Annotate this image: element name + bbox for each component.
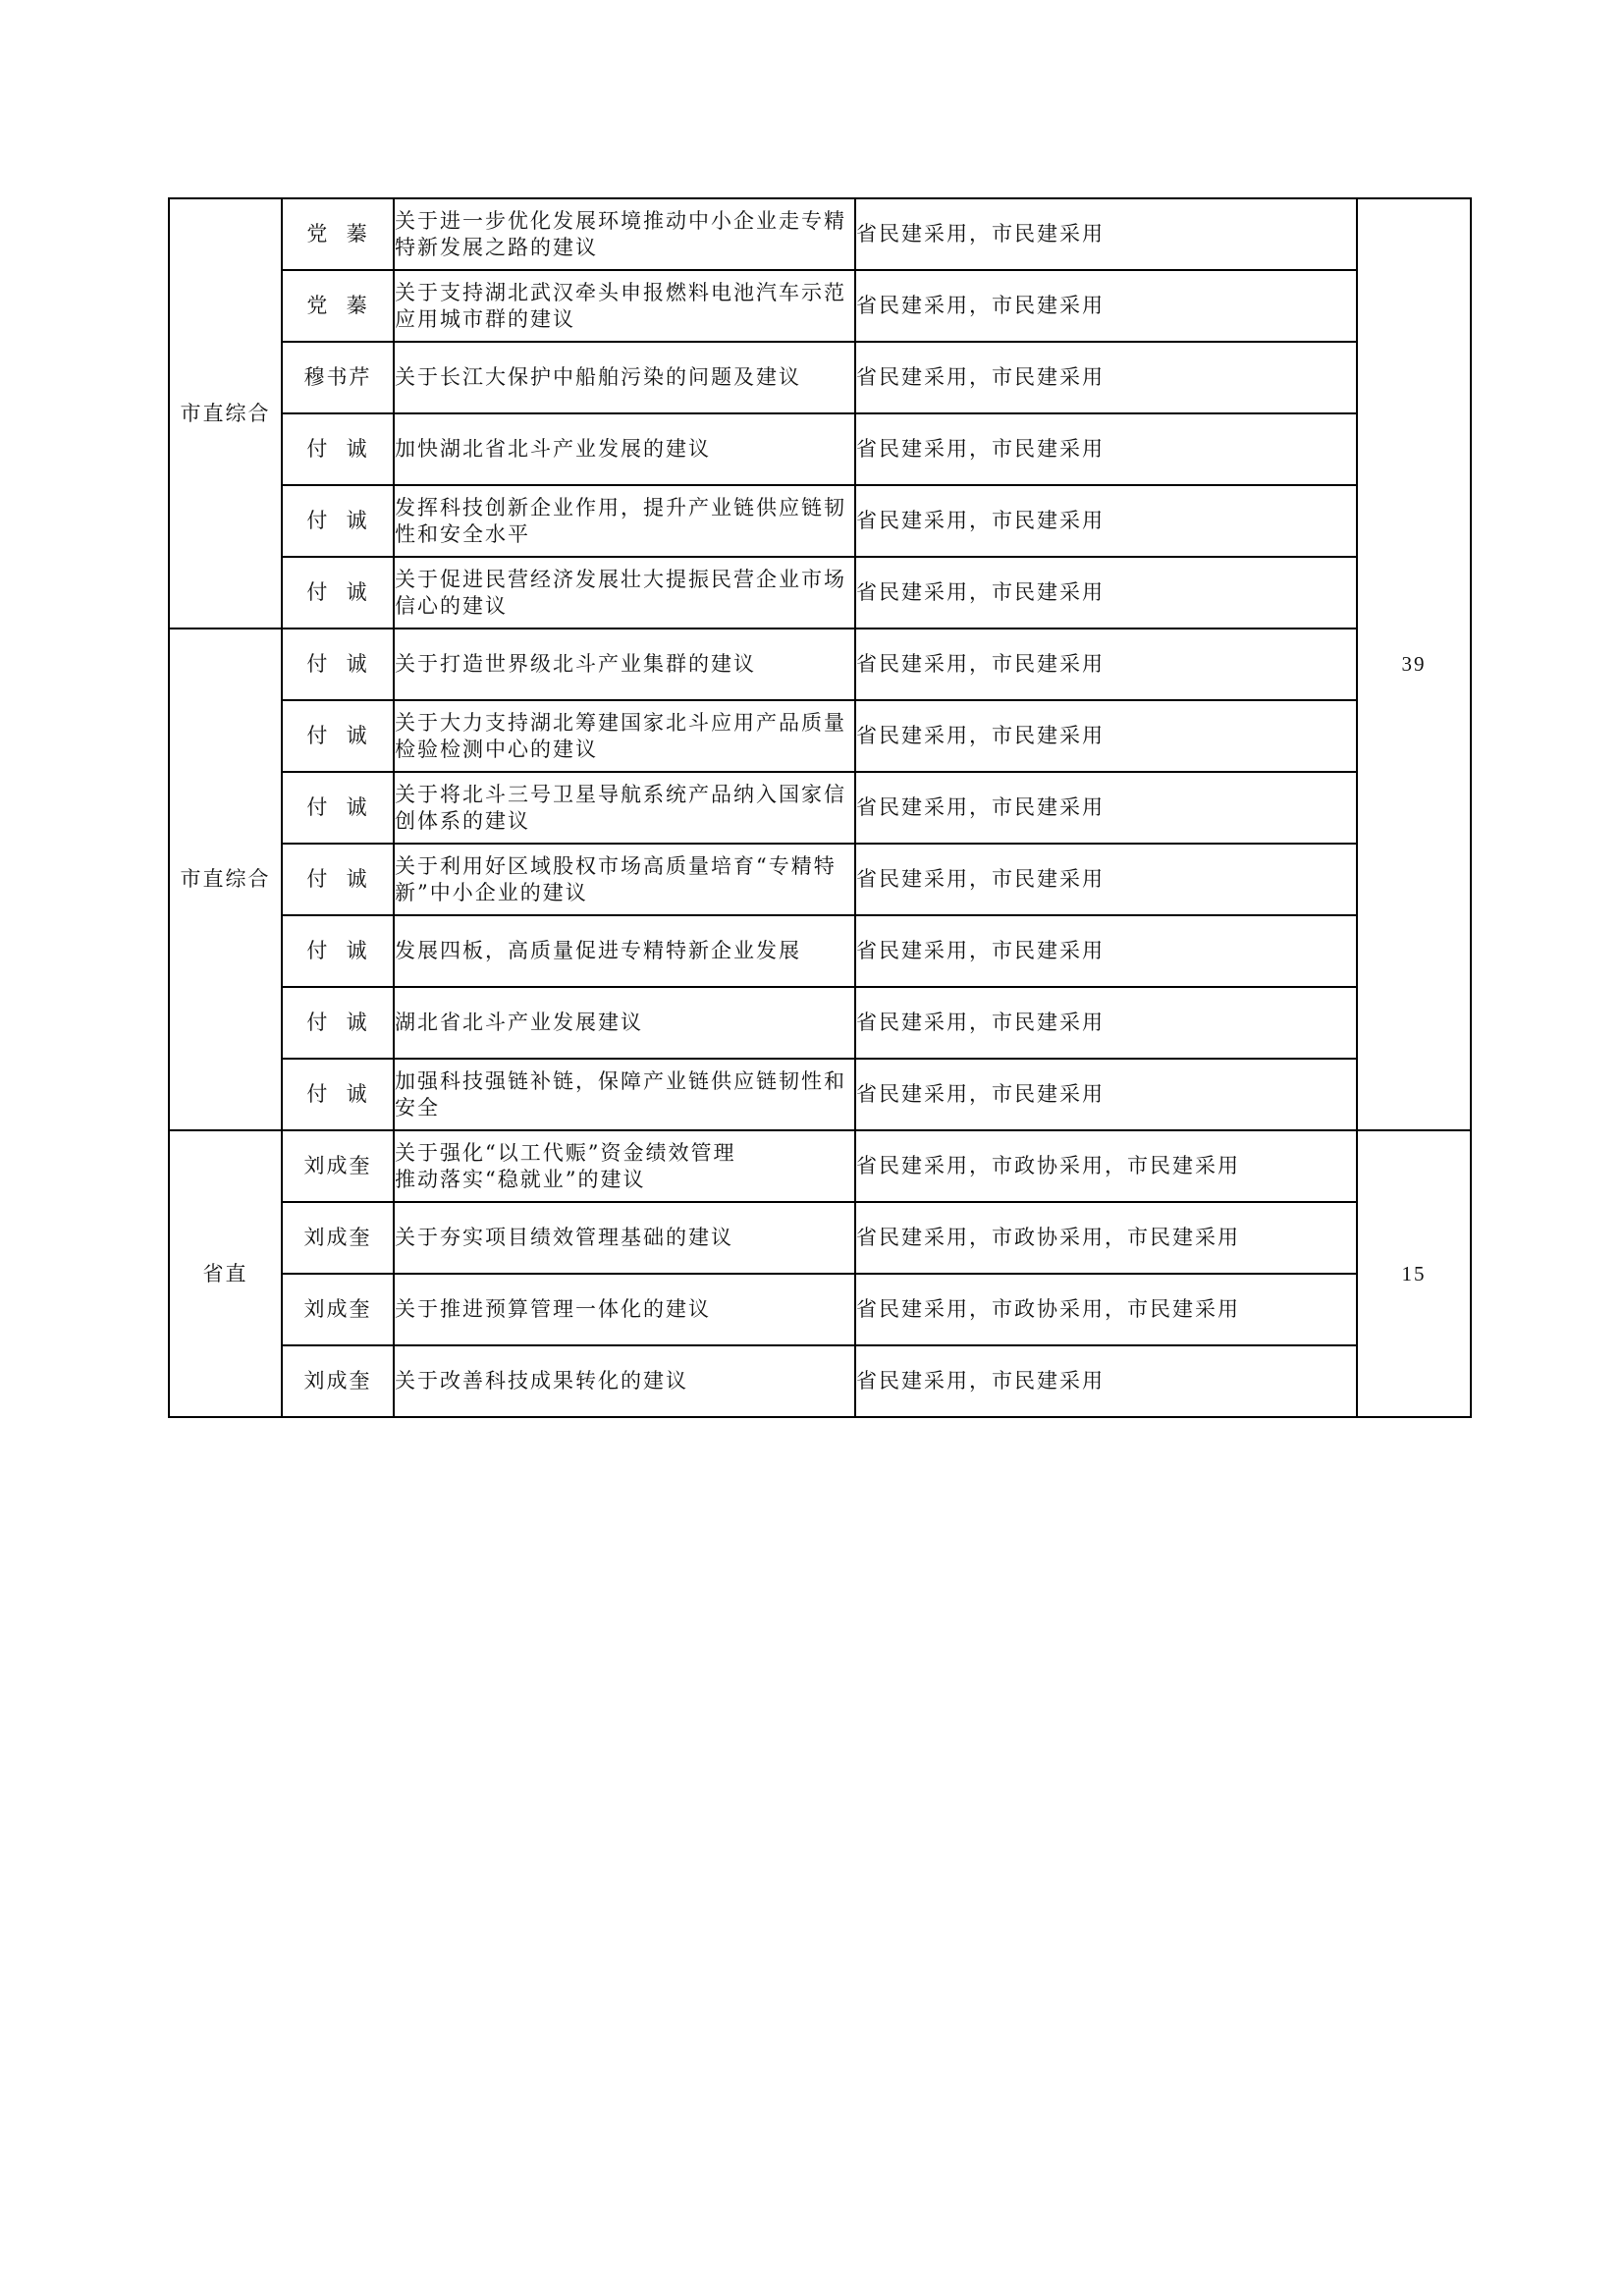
proposal-title-cell: 关于打造世界级北斗产业集群的建议 [394,629,855,700]
table-row [169,342,1471,413]
adoption-status-cell: 省民建采用，市民建采用 [855,270,1357,342]
table-row [169,1059,1471,1130]
proposal-title-cell: 关于推进预算管理一体化的建议 [394,1274,855,1345]
adoption-status-cell: 省民建采用，市政协采用，市民建采用 [855,1274,1357,1345]
table-row [169,772,1471,844]
proposal-title-cell: 发挥科技创新企业作用，提升产业链供应链韧性和安全水平 [394,485,855,557]
table-row [169,1274,1471,1345]
proposal-title-cell: 关于利用好区域股权市场高质量培育“专精特新”中小企业的建议 [394,844,855,915]
proposal-table [168,197,1472,1418]
category-cell: 市直综合 [169,198,282,629]
proposer-name-cell: 刘成奎 [282,1202,394,1274]
table-row [169,198,1471,270]
table-row [169,700,1471,772]
proposal-title-cell: 加强科技强链补链，保障产业链供应链韧性和安全 [394,1059,855,1130]
adoption-status-cell: 省民建采用，市民建采用 [855,844,1357,915]
proposer-name-cell: 付 诚 [282,700,394,772]
proposer-name-cell: 刘成奎 [282,1345,394,1417]
proposer-name-cell: 付 诚 [282,557,394,629]
proposer-name-cell: 付 诚 [282,987,394,1059]
proposer-name-cell: 刘成奎 [282,1130,394,1202]
table-row [169,844,1471,915]
proposal-title-cell: 湖北省北斗产业发展建议 [394,987,855,1059]
proposal-title-cell: 关于夯实项目绩效管理基础的建议 [394,1202,855,1274]
proposer-name-cell: 党 蓁 [282,270,394,342]
proposer-name-cell: 付 诚 [282,413,394,485]
table-row [169,629,1471,700]
adoption-status-cell: 省民建采用，市民建采用 [855,987,1357,1059]
adoption-status-cell: 省民建采用，市民建采用 [855,198,1357,270]
proposer-name-cell: 付 诚 [282,1059,394,1130]
proposal-title-cell: 加快湖北省北斗产业发展的建议 [394,413,855,485]
adoption-status-cell: 省民建采用，市民建采用 [855,413,1357,485]
adoption-status-cell: 省民建采用，市民建采用 [855,700,1357,772]
proposer-name-cell: 党 蓁 [282,198,394,270]
proposer-name-cell: 付 诚 [282,629,394,700]
proposal-title-cell: 关于促进民营经济发展壮大提振民营企业市场信心的建议 [394,557,855,629]
proposer-name-cell: 刘成奎 [282,1274,394,1345]
adoption-status-cell: 省民建采用，市民建采用 [855,1059,1357,1130]
proposer-name-cell: 付 诚 [282,485,394,557]
proposer-name-cell: 付 诚 [282,915,394,987]
proposal-title-cell: 关于改善科技成果转化的建议 [394,1345,855,1417]
table-row [169,1202,1471,1274]
proposal-title-cell: 发展四板，高质量促进专精特新企业发展 [394,915,855,987]
adoption-status-cell: 省民建采用，市民建采用 [855,629,1357,700]
table-row [169,987,1471,1059]
adoption-status-cell: 省民建采用，市政协采用，市民建采用 [855,1202,1357,1274]
proposer-name-cell: 付 诚 [282,844,394,915]
adoption-status-cell: 省民建采用，市民建采用 [855,342,1357,413]
table-row [169,915,1471,987]
table-row [169,1345,1471,1417]
table-row [169,485,1471,557]
adoption-status-cell: 省民建采用，市民建采用 [855,1345,1357,1417]
adoption-status-cell: 省民建采用，市政协采用，市民建采用 [855,1130,1357,1202]
proposer-name-cell: 穆书芹 [282,342,394,413]
proposal-table-body [169,198,1471,1417]
category-cell: 省直 [169,1130,282,1417]
adoption-status-cell: 省民建采用，市民建采用 [855,557,1357,629]
adoption-status-cell: 省民建采用，市民建采用 [855,772,1357,844]
table-row [169,413,1471,485]
adoption-status-cell: 省民建采用，市民建采用 [855,915,1357,987]
proposal-title-cell: 关于长江大保护中船舶污染的问题及建议 [394,342,855,413]
proposal-title-cell: 关于将北斗三号卫星导航系统产品纳入国家信创体系的建议 [394,772,855,844]
table-row [169,557,1471,629]
proposal-title-cell: 关于支持湖北武汉牵头申报燃料电池汽车示范应用城市群的建议 [394,270,855,342]
proposer-name-cell: 付 诚 [282,772,394,844]
adoption-count-cell: 15 [1357,1130,1471,1417]
table-row [169,270,1471,342]
proposal-title-cell: 关于强化“以工代赈”资金绩效管理 推动落实“稳就业”的建议 [394,1130,855,1202]
category-cell: 市直综合 [169,629,282,1130]
proposal-title-cell: 关于进一步优化发展环境推动中小企业走专精特新发展之路的建议 [394,198,855,270]
proposal-title-cell: 关于大力支持湖北筹建国家北斗应用产品质量检验检测中心的建议 [394,700,855,772]
adoption-status-cell: 省民建采用，市民建采用 [855,485,1357,557]
adoption-count-cell: 39 [1357,198,1471,1130]
table-row [169,1130,1471,1202]
